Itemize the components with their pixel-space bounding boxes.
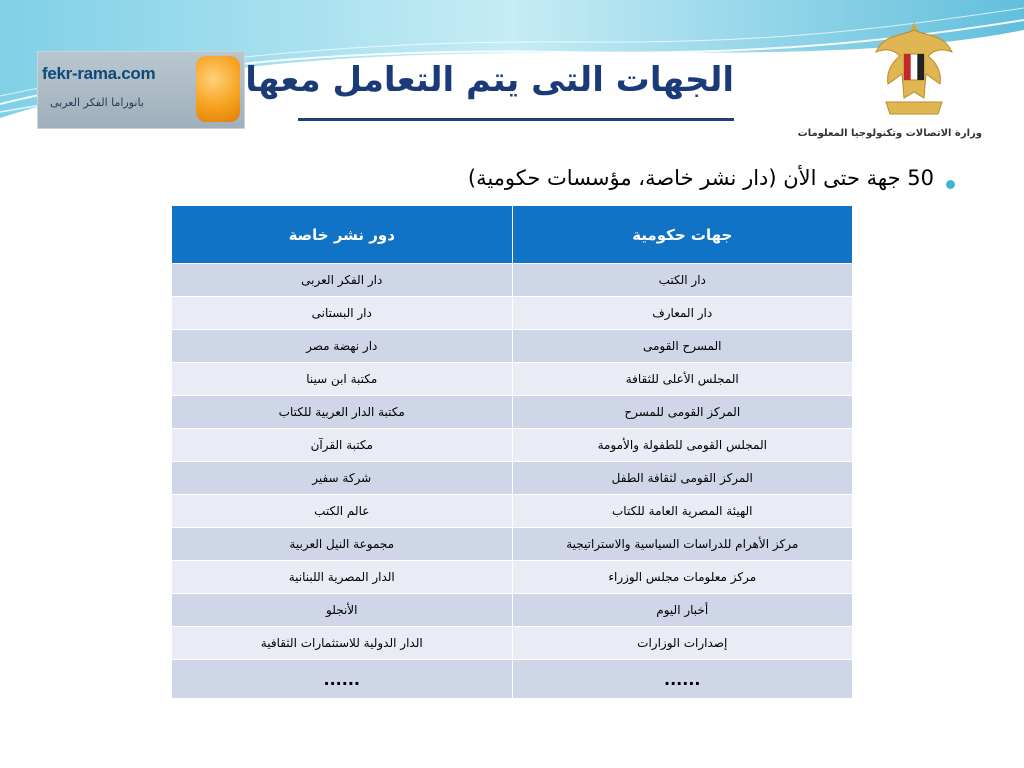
- publisher-cell: الدار الدولية للاستثمارات الثقافية: [172, 627, 513, 660]
- government-cell: المركز القومى لثقافة الطفل: [512, 462, 853, 495]
- publisher-cell: مجموعة النيل العربية: [172, 528, 513, 561]
- ministry-name: وزارة الاتصالات وتكنولوجيا المعلومات: [797, 128, 982, 139]
- fekr-logo-domain: fekr-rama.com: [42, 64, 156, 83]
- table-row: [172, 363, 853, 396]
- publisher-cell: شركة سفير: [172, 462, 513, 495]
- table-row: [172, 660, 853, 699]
- publisher-cell: عالم الكتب: [172, 495, 513, 528]
- table-row: [172, 429, 853, 462]
- publisher-cell: الأنجلو: [172, 594, 513, 627]
- publisher-cell: دار الفكر العربى: [172, 264, 513, 297]
- table-row: [172, 330, 853, 363]
- government-cell: دار الكتب: [512, 264, 853, 297]
- header-government: جهات حكومية: [512, 206, 853, 264]
- table-row: [172, 297, 853, 330]
- government-cell: مركز الأهرام للدراسات السياسية والاستراتيجية: [512, 528, 853, 561]
- table-row: [172, 495, 853, 528]
- intro-line: 50 جهة حتى الأن (دار نشر خاصة، مؤسسات حكومية): [467, 166, 934, 190]
- title-underline: [298, 118, 734, 121]
- table-row: [172, 264, 853, 297]
- government-cell: مركز معلومات مجلس الوزراء: [512, 561, 853, 594]
- government-cell: الهيئة المصرية العامة للكتاب: [512, 495, 853, 528]
- fekr-logo-badge-icon: [196, 56, 240, 122]
- government-cell: المركز القومى للمسرح: [512, 396, 853, 429]
- table-row: [172, 528, 853, 561]
- publishers-table: [171, 205, 853, 699]
- publisher-cell: مكتبة ابن سينا: [172, 363, 513, 396]
- publisher-cell: دار البستانى: [172, 297, 513, 330]
- publisher-cell: مكتبة الدار العربية للكتاب: [172, 396, 513, 429]
- government-cell: المجلس الأعلى للثقافة: [512, 363, 853, 396]
- table-row: [172, 561, 853, 594]
- government-cell: المجلس القومى للطفولة والأمومة: [512, 429, 853, 462]
- fekr-logo-arabic-name: بانوراما الفكر العربى: [50, 96, 144, 109]
- publisher-cell: مكتبة القرآن: [172, 429, 513, 462]
- publisher-cell: ......: [172, 660, 513, 699]
- publisher-cell: الدار المصرية اللبنانية: [172, 561, 513, 594]
- table-header-row: [172, 206, 853, 264]
- bullet-dot-icon: [946, 180, 955, 189]
- table-row: [172, 594, 853, 627]
- government-cell: أخبار اليوم: [512, 594, 853, 627]
- table-row: [172, 462, 853, 495]
- header-private-publishers: دور نشر خاصة: [172, 206, 513, 264]
- government-cell: دار المعارف: [512, 297, 853, 330]
- table-row: [172, 627, 853, 660]
- table-row: [172, 396, 853, 429]
- government-cell: المسرح القومى: [512, 330, 853, 363]
- government-cell: ......: [512, 660, 853, 699]
- page-title: الجهات التى يتم التعامل معها: [245, 60, 734, 100]
- egypt-eagle-emblem-icon: [872, 18, 956, 122]
- government-cell: إصدارات الوزارات: [512, 627, 853, 660]
- fekr-rama-logo: [38, 52, 244, 128]
- publisher-cell: دار نهضة مصر: [172, 330, 513, 363]
